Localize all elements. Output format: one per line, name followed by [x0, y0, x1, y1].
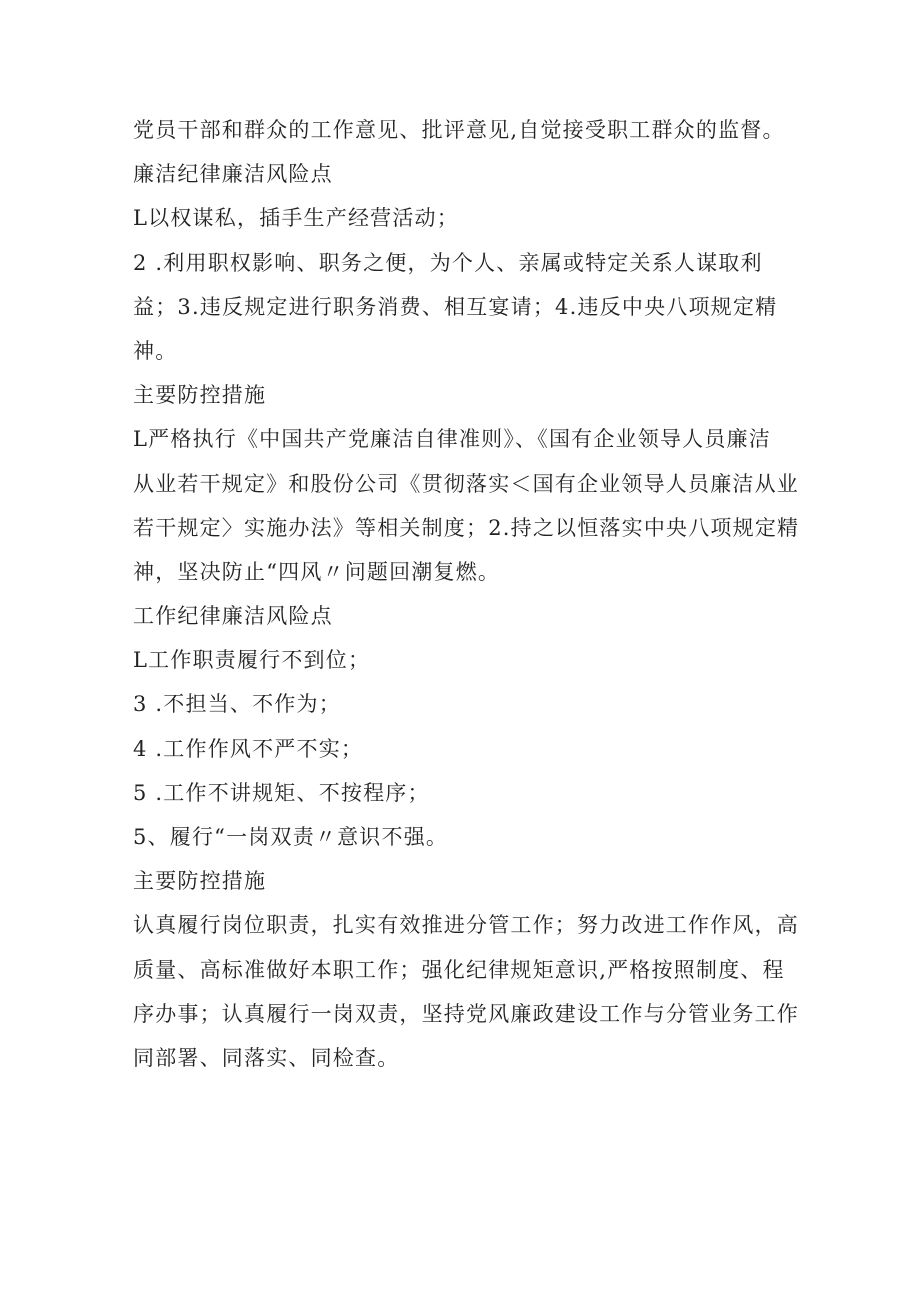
text-line: 质量、高标准做好本职工作；强化纪律规矩意识,严格按照制度、程 — [133, 957, 785, 982]
text-line: 3 .不担当、不作为； — [133, 692, 341, 717]
section-heading: 工作纪律廉洁风险点 — [133, 604, 333, 629]
section-heading: 主要防控措施 — [133, 383, 267, 408]
text-line: 从业若干规定》和股份公司《贯彻落实＜国有企业领导人员廉洁从业 — [133, 471, 799, 496]
text-line: 序办事；认真履行一岗双责，坚持党风廉政建设工作与分管业务工作 — [133, 1001, 799, 1026]
text-line: L以权谋私，插手生产经营活动； — [133, 206, 459, 231]
text-line: L工作职责履行不到位； — [133, 648, 371, 673]
text-line: 5、履行“一岗双责〃意识不强。 — [133, 825, 449, 849]
document-body — [133, 113, 800, 1085]
text-line: 5 .工作不讲规矩、不按程序； — [133, 780, 430, 805]
text-line: 认真履行岗位职责，扎实有效推进分管工作；努力改进工作作风，高 — [133, 913, 799, 938]
text-line: L严格执行《中国共产党廉洁自律准则》、《国有企业领导人员廉洁 — [133, 427, 771, 452]
text-line: 益；3.违反规定进行职务消费、相互宴请；4.违反中央八项规定精 — [133, 294, 778, 319]
text-line: 神，坚决防止“四风〃问题回潮复燃。 — [133, 559, 501, 584]
text-line: 若干规定〉实施办法》等相关制度；2.持之以恒落实中央八项规定精 — [133, 515, 800, 540]
text-line: 神。 — [133, 338, 178, 363]
section-heading: 主要防控措施 — [133, 869, 267, 894]
section-heading: 廉洁纪律廉洁风险点 — [133, 162, 333, 187]
text-line: 2 .利用职权影响、职务之便，为个人、亲属或特定关系人谋取利 — [133, 250, 763, 275]
text-line: 同部署、同落实、同检查。 — [133, 1045, 400, 1070]
text-line: 党员干部和群众的工作意见、批评意见,自觉接受职工群众的监督。 — [133, 118, 785, 142]
text-line: 4 .工作作风不严不实； — [133, 736, 364, 761]
